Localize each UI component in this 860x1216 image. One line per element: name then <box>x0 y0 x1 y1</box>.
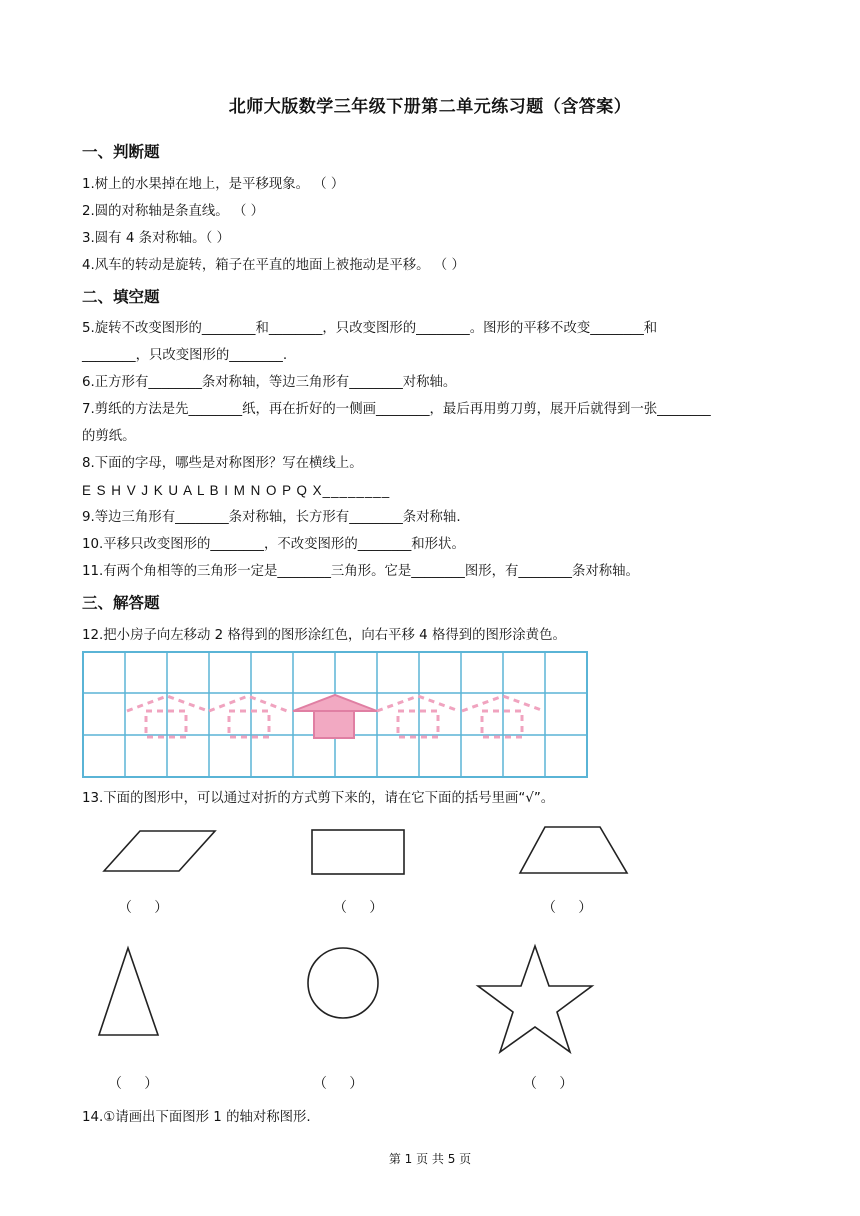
question-14: 14.①请画出下面图形 1 的轴对称图形. <box>82 1110 311 1125</box>
rectangle-shape <box>312 830 404 874</box>
answer-paren-rectangle[interactable]: （ ） <box>333 900 384 916</box>
question-5-line-2: ________，只改变图形的________. <box>82 348 288 363</box>
shapes-area <box>0 815 860 1105</box>
answer-paren-star[interactable]: （ ） <box>523 1076 574 1092</box>
house-grid-figure <box>82 651 588 778</box>
question-2: 2.圆的对称轴是条直线。 （ ） <box>82 204 264 219</box>
question-8: 8.下面的字母，哪些是对称图形？写在横线上。 <box>82 456 363 471</box>
answer-paren-triangle[interactable]: （ ） <box>108 1076 159 1092</box>
answer-paren-trapezoid[interactable]: （ ） <box>542 900 593 916</box>
section-answer: 三、解答题 <box>82 594 160 612</box>
page-title: 北师大版数学三年级下册第二单元练习题（含答案） <box>228 97 632 117</box>
question-6: 6.正方形有________条对称轴，等边三角形有________对称轴。 <box>82 375 457 390</box>
circle-shape <box>308 948 378 1018</box>
question-11: 11.有两个角相等的三角形一定是________三角形。它是________图形，有________条对称轴。 <box>82 564 639 579</box>
question-13: 13.下面的图形中，可以通过对折的方式剪下来的，请在它下面的括号里画“√”。 <box>82 791 555 806</box>
question-5-line-1: 5.旋转不改变图形的________和________，只改变图形的________。图形的平移不改变________和 <box>82 321 658 336</box>
question-1: 1.树上的水果掉在地上，是平移现象。 （ ） <box>82 177 345 192</box>
answer-paren-circle[interactable]: （ ） <box>313 1076 364 1092</box>
shapes-svg <box>0 815 860 1105</box>
page-footer: 第 1 页 共 5 页 <box>388 1152 472 1166</box>
question-3: 3.圆有 4 条对称轴。（ ） <box>82 231 230 246</box>
question-12: 12.把小房子向左移动 2 格得到的图形涂红色，向右平移 4 格得到的图形涂黄色。 <box>82 628 566 643</box>
section-judgment: 一、判断题 <box>82 143 160 161</box>
question-10: 10.平移只改变图形的________，不改变图形的________和形状。 <box>82 537 465 552</box>
section-fill-in: 二、填空题 <box>82 288 160 306</box>
question-8-letters: E S H V J K U A L B I M N O P Q X________ <box>82 483 391 498</box>
triangle-shape <box>99 948 158 1035</box>
answer-paren-parallelogram[interactable]: （ ） <box>118 900 169 916</box>
grid-svg <box>82 651 588 778</box>
question-7-line-2: 的剪纸。 <box>82 429 136 444</box>
question-9: 9.等边三角形有________条对称轴，长方形有________条对称轴. <box>82 510 461 525</box>
question-4: 4.风车的转动是旋转，箱子在平直的地面上被拖动是平移。 （ ） <box>82 258 465 273</box>
question-7-line-1: 7.剪纸的方法是先________纸，再在折好的一侧画________，最后再用剪刀剪，展开后就得到一张________ <box>82 402 711 417</box>
parallelogram-shape <box>104 831 215 871</box>
star-shape <box>478 946 592 1052</box>
trapezoid-shape <box>520 827 627 873</box>
